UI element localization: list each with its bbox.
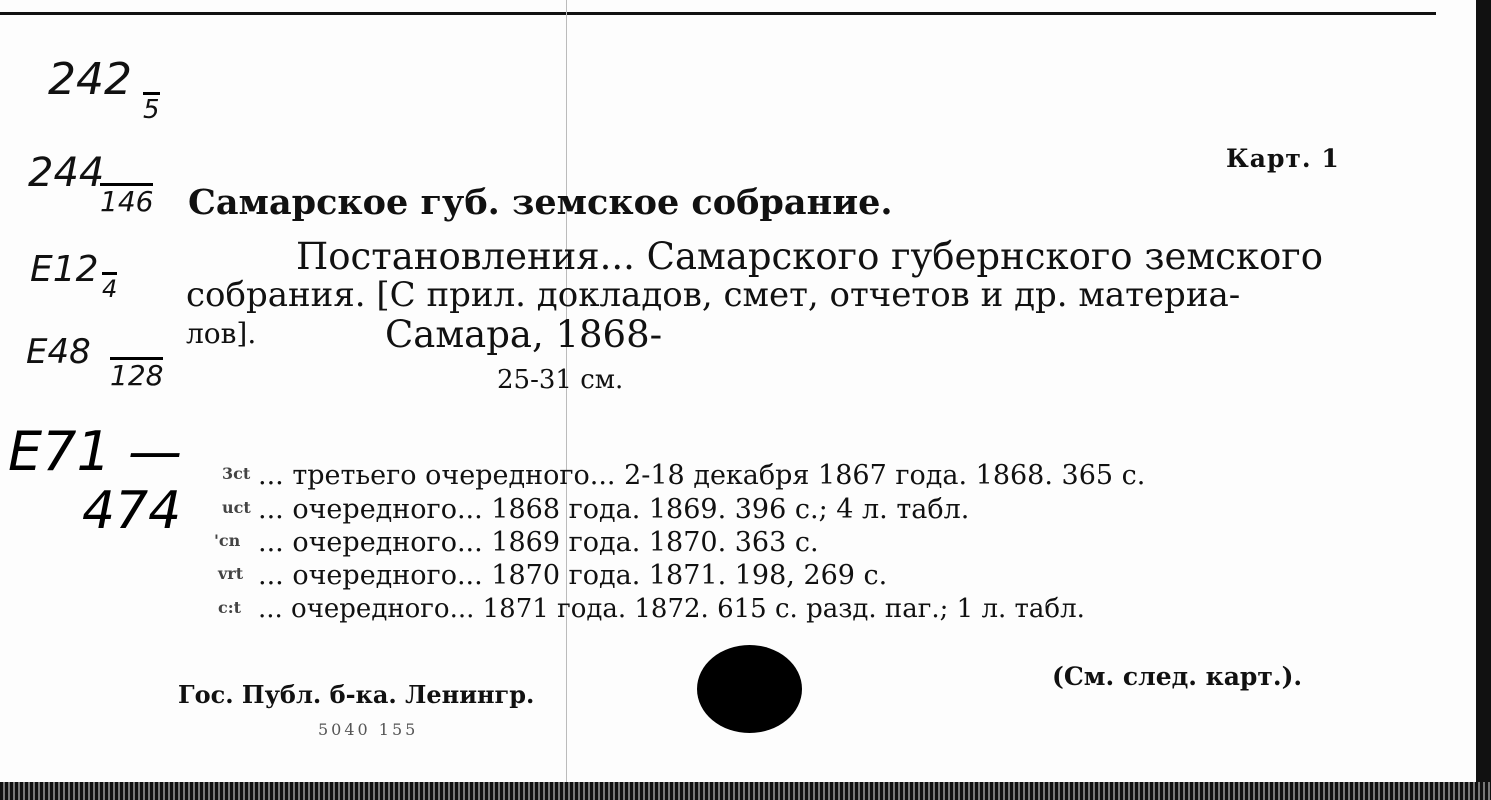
dimensions: 25-31 см.: [497, 365, 624, 395]
shelf-mark-242: 242 5: [48, 54, 160, 125]
volume-code: vrt: [218, 564, 244, 583]
top-rule: [0, 12, 1436, 15]
fold-line: [566, 0, 567, 790]
volume-entry: ... очередного... 1870 года. 1871. 198, 269 с.: [258, 560, 888, 591]
shelf-mark-e12: E12 4: [30, 249, 118, 303]
card-right-edge: [1476, 0, 1491, 800]
card-number: Карт. 1: [1226, 144, 1340, 173]
shelf-mark-e48: E48 128: [26, 332, 164, 392]
volume-code: c:t: [218, 598, 242, 617]
title-line-3: лов].: [186, 317, 257, 350]
shelf-mark-474: 474: [82, 481, 182, 541]
volume-code: 'cn: [214, 531, 241, 550]
imprint-place-date: Самара, 1868-: [385, 313, 663, 356]
volume-entry: ... очередного... 1871 года. 1872. 615 с. разд. паг.; 1 л. табл.: [258, 594, 1085, 624]
volume-entry: ... очередного... 1868 года. 1869. 396 с.; 4 л. табл.: [258, 494, 970, 525]
volume-entry: ... третьего очередного... 2-18 декабря 1867 года. 1868. 365 с.: [258, 460, 1146, 491]
shelf-mark-e71: E71 —: [8, 420, 182, 483]
card-bottom-edge: [0, 782, 1491, 800]
imprint-code: 5040 155: [318, 720, 419, 739]
volume-code: 3ct: [222, 464, 251, 483]
punch-hole: [697, 645, 802, 733]
title-line-1: Постановления... Самарского губернского земского: [296, 235, 1323, 278]
volume-code: uct: [222, 498, 251, 517]
library-imprint: Гос. Публ. б-ка. Ленингр.: [178, 680, 535, 709]
shelf-mark-244: 244 146: [28, 150, 154, 218]
continuation-note: (См. след. карт.).: [1052, 662, 1303, 691]
volume-entry: ... очередного... 1869 года. 1870. 363 с.: [258, 527, 819, 558]
title-line-2: собрания. [С прил. докладов, смет, отчетов и др. материа-: [186, 275, 1241, 315]
author-heading: Самарское губ. земское собрание.: [188, 182, 893, 223]
